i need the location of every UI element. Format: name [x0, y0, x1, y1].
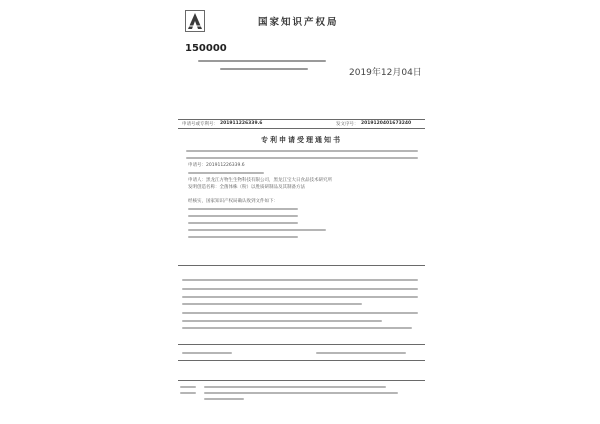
- note-line: [182, 320, 382, 322]
- serial-label: 发文序号：: [336, 122, 359, 127]
- note-line: [182, 296, 418, 298]
- intro-line: [186, 157, 418, 159]
- examiner-dept: [316, 352, 406, 354]
- receipt-item: [188, 229, 326, 231]
- body-app-no: 申请号：201911226339.6: [188, 163, 245, 168]
- examiner-bottom-rule: [178, 360, 425, 361]
- receipt-item: [188, 208, 298, 210]
- footer-code: [180, 392, 196, 394]
- body-invention-title: 发明创造名称：全菌体株（粉）以胜质研制品及其制备方法: [188, 185, 305, 190]
- notes-top-rule: [178, 265, 425, 266]
- receipts-title: 经核实，国家知识产权局确认收到文件如下：: [188, 199, 278, 204]
- note-line: [182, 327, 412, 329]
- addressee-name-line: [220, 68, 308, 70]
- footer-text: [204, 386, 386, 388]
- serial-value: 2019120401673240: [361, 121, 412, 126]
- cnipa-logo-icon: [185, 10, 205, 32]
- ref-row-bottom-rule: [178, 128, 425, 129]
- org-name: 国家知识产权局: [258, 17, 339, 28]
- note-line: [182, 303, 362, 305]
- app-no-label: 申请号或专利号：: [182, 122, 218, 127]
- footer-text: [204, 392, 398, 394]
- footer-text: [204, 398, 244, 400]
- footer-code: [180, 386, 196, 388]
- examiner-top-rule: [178, 344, 425, 345]
- issue-date: 2019年12月04日: [349, 68, 422, 78]
- note-line: [182, 288, 418, 290]
- note-line: [182, 279, 418, 281]
- body-applicant: 申请人：黑龙江方物生生物科技有限公司，黑龙江宝大日食品技术研究所: [188, 178, 332, 183]
- examiner-name: [182, 352, 232, 354]
- notice-title: 专利申请受理通知书: [261, 136, 342, 144]
- body-filing-date-line: [188, 172, 264, 174]
- footer-top-rule: [178, 380, 425, 381]
- postcode: 150000: [185, 43, 227, 54]
- receipt-item: [188, 215, 298, 217]
- notice-page: [168, 0, 435, 424]
- app-no-value: 201911226339.6: [220, 121, 263, 126]
- intro-line: [186, 150, 418, 152]
- receipt-item: [188, 222, 298, 224]
- note-line: [182, 312, 418, 314]
- ref-row-top-rule: [178, 119, 425, 120]
- receipt-item: [188, 236, 298, 238]
- addressee-address-line: [198, 60, 326, 62]
